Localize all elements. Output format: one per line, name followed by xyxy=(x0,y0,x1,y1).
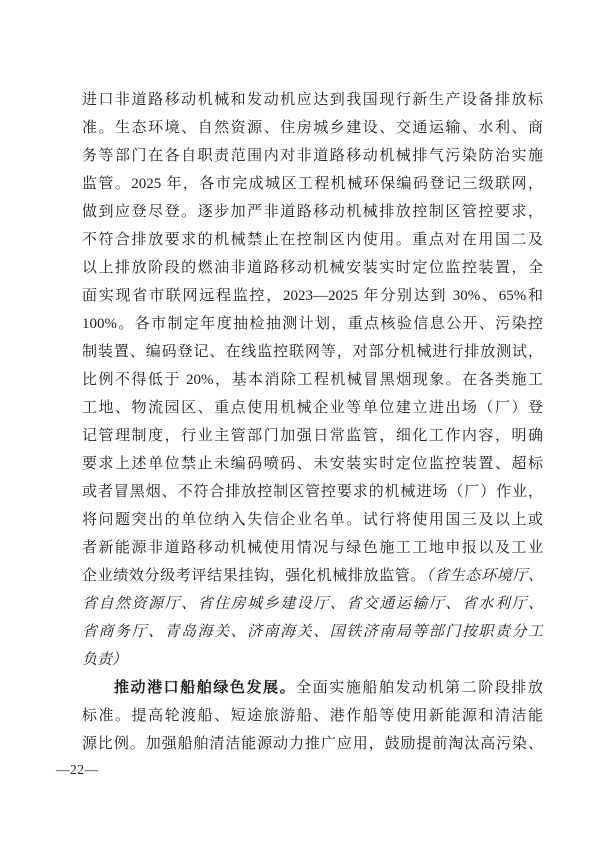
text-segment-regular: 进口非道路移动机械和发动机应达到我国现行新生产设备排放标 xyxy=(82,92,543,108)
text-line xyxy=(82,198,543,226)
text-segment-kaiti: （省生态环境厅、 xyxy=(426,568,543,584)
text-segment-regular: 准。生态环境、自然资源、住房城乡建设、交通运输、水利、商 xyxy=(82,120,543,136)
text-line xyxy=(82,366,543,394)
text-segment-regular: 全面实施船舶发动机第二阶段排放 xyxy=(296,680,543,696)
text-line xyxy=(82,338,543,366)
text-segment-regular: 不符合排放要求的机械禁止在控制区内使用。重点对在用国二及 xyxy=(82,232,543,248)
text-line xyxy=(82,170,543,198)
text-line xyxy=(82,226,543,254)
text-line xyxy=(82,394,543,422)
text-line xyxy=(82,702,543,730)
text-segment-bold: 推动港口船舶绿色发展。 xyxy=(114,680,297,696)
text-line xyxy=(82,254,543,282)
text-line xyxy=(82,114,543,142)
text-line xyxy=(82,86,543,114)
document-body xyxy=(82,86,543,758)
text-line xyxy=(82,562,543,590)
text-line xyxy=(82,450,543,478)
text-line xyxy=(82,478,543,506)
text-line xyxy=(82,618,543,646)
text-segment-regular: 记管理制度，行业主管部门加强日常监管，细化工作内容，明确 xyxy=(82,428,543,444)
page-number: —22— xyxy=(56,762,99,777)
text-line xyxy=(82,674,543,702)
text-segment-regular: 做到应登尽登。逐步加严非道路移动机械排放控制区管控要求， xyxy=(82,204,543,220)
text-line xyxy=(82,422,543,450)
text-line xyxy=(82,282,543,310)
text-segment-regular: 以上排放阶段的燃油非道路移动机械安装实时定位监控装置，全 xyxy=(82,260,543,276)
text-line xyxy=(82,310,543,338)
text-segment-regular: 监管。2025 年，各市完成城区工程机械环保编码登记三级联网， xyxy=(82,176,543,192)
text-segment-regular: 务等部门在各自职责范围内对非道路移动机械排气污染防治实施 xyxy=(82,148,543,164)
text-line xyxy=(82,646,543,674)
text-line xyxy=(82,534,543,562)
text-segment-regular: 要求上述单位禁止未编码喷码、未安装实时定位监控装置、超标 xyxy=(82,456,543,472)
text-segment-regular: 企业绩效分级考评结果挂钩，强化机械排放监管。 xyxy=(82,568,427,584)
text-segment-regular: 工地、物流园区、重点使用机械企业等单位建立进出场（厂）登 xyxy=(82,400,543,416)
text-segment-regular: 面实现省市联网远程监控，2023—2025 年分别达到 30%、65%和 xyxy=(82,288,543,304)
text-segment-regular: 将问题突出的单位纳入失信企业名单。试行将使用国三及以上或 xyxy=(82,512,543,528)
text-segment-regular: 制装置、编码登记、在线监控联网等，对部分机械进行排放测试， xyxy=(82,344,543,360)
text-segment-regular: 者新能源非道路移动机械使用情况与绿色施工工地申报以及工业 xyxy=(82,540,543,556)
text-segment-regular: 标准。提高轮渡船、短途旅游船、港作船等使用新能源和清洁能 xyxy=(82,708,543,724)
text-line xyxy=(82,590,543,618)
text-segment-kaiti: 省商务厅、青岛海关、济南海关、国铁济南局等部门按职责分工 xyxy=(82,624,543,640)
text-line xyxy=(82,142,543,170)
text-segment-regular: 源比例。加强船舶清洁能源动力推广应用，鼓励提前淘汰高污染、 xyxy=(82,736,543,752)
text-segment-regular: 比例不得低于 20%，基本消除工程机械冒黑烟现象。在各类施工 xyxy=(82,372,543,388)
text-segment-kaiti: 负责） xyxy=(82,652,128,668)
text-segment-regular: 或者冒黑烟、不符合排放控制区管控要求的机械进场（厂）作业， xyxy=(82,484,543,500)
text-line xyxy=(82,730,543,758)
text-segment-regular: 100%。各市制定年度抽检抽测计划，重点核验信息公开、污染控 xyxy=(82,316,543,332)
text-line xyxy=(82,506,543,534)
text-segment-kaiti: 省自然资源厅、省住房城乡建设厅、省交通运输厅、省水利厅、 xyxy=(82,596,543,612)
